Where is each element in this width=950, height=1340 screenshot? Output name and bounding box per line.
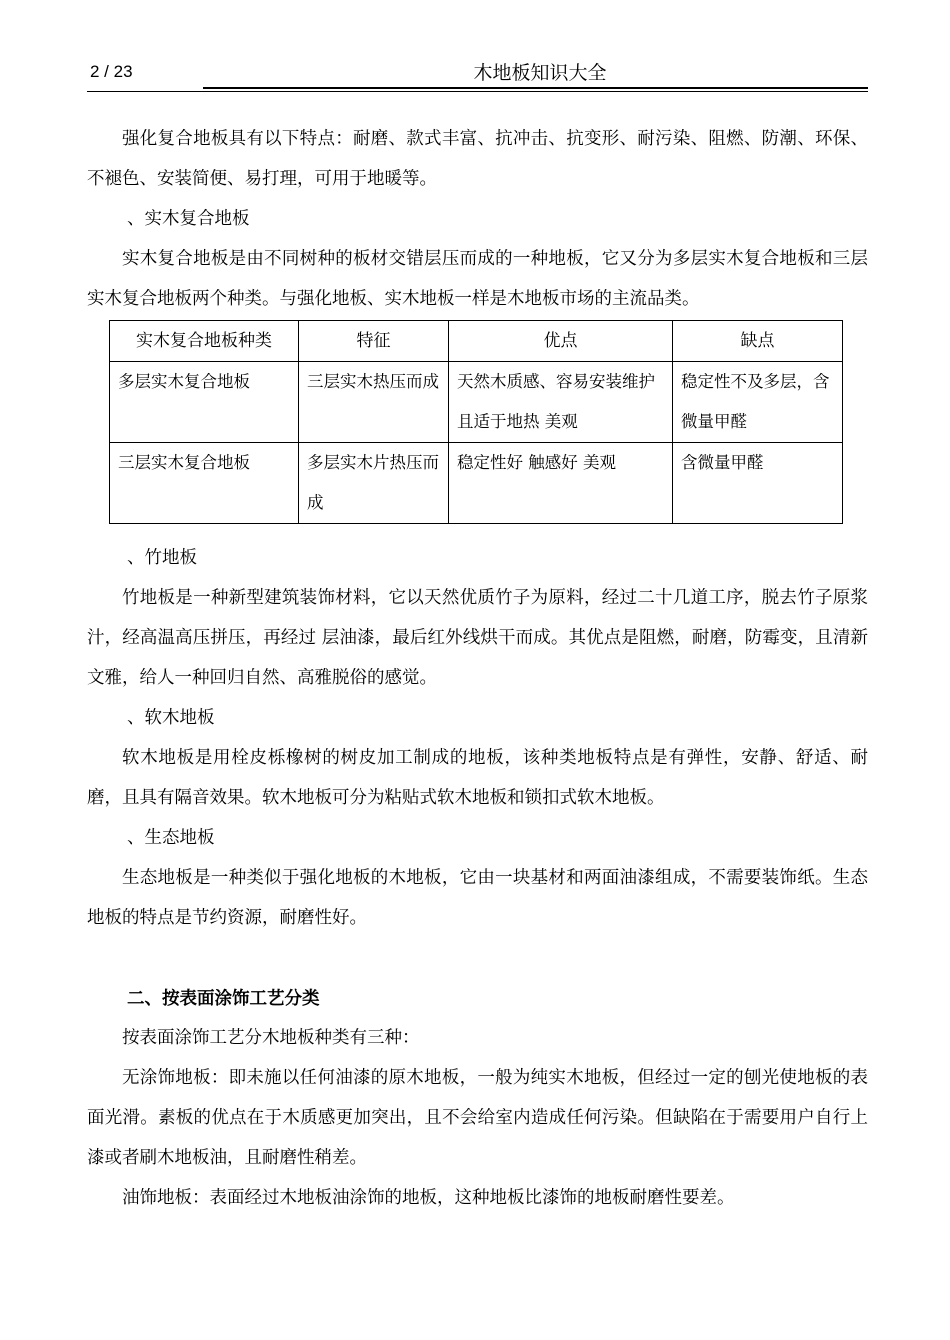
engineered-wood-table — [109, 320, 843, 524]
table-cell: 含微量甲醛 — [673, 443, 843, 524]
table-cell: 稳定性好 触感好 美观 — [449, 443, 673, 524]
section-heading-surface-finish: 二、按表面涂饰工艺分类 — [127, 988, 320, 1008]
page-content — [87, 119, 868, 1218]
table-row — [110, 362, 843, 443]
heading-engineered-wood: 、实木复合地板 — [127, 209, 250, 229]
table-header-cell: 特征 — [299, 321, 449, 362]
document-title: 木地板知识大全 — [473, 62, 607, 84]
heading-cork-flooring: 、软木地板 — [127, 708, 215, 728]
table-cell: 三层实木热压而成 — [299, 362, 449, 443]
paragraph-bamboo-flooring: 竹地板是一种新型建筑装饰材料，它以天然优质竹子为原料，经过二十几道工序，脱去竹子原浆汁，经高温高压拼压，再经过 层油漆，最后红外线烘干而成。其优点是阻燃，耐磨，防霉变，且清新文雅，给人一种回归自然、高雅脱俗的感觉。 — [87, 588, 868, 688]
paragraph-cork-flooring: 软木地板是用栓皮栎橡树的树皮加工制成的地板，该种类地板特点是有弹性，安静、舒适、耐磨，且具有隔音效果。软木地板可分为粘贴式软木地板和锁扣式软木地板。 — [87, 748, 868, 808]
paragraph-unfinished-flooring: 无涂饰地板：即未施以任何油漆的原木地板，一般为纯实木地板，但经过一定的刨光使地板的表面光滑。素板的优点在于木质感更加突出，且不会给室内造成任何污染。但缺陷在于需要用户自行上漆或者刷木地板油，且耐磨性稍差。 — [87, 1068, 868, 1168]
section-spacer — [87, 938, 868, 978]
table-row — [110, 443, 843, 524]
header-rule-thin — [87, 91, 868, 92]
table-header-cell: 缺点 — [673, 321, 843, 362]
paragraph-engineered-wood: 实木复合地板是由不同树种的板材交错层压而成的一种地板，它又分为多层实木复合地板和三层实木复合地板两个种类。与强化地板、实木地板一样是木地板市场的主流品类。 — [87, 249, 868, 309]
paragraph-surface-finish-intro: 按表面涂饰工艺分木地板种类有三种： — [122, 1028, 420, 1048]
paragraph-laminate-features: 强化复合地板具有以下特点：耐磨、款式丰富、抗冲击、抗变形、耐污染、阻燃、防潮、环保、不褪色、安装简便、易打理，可用于地暖等。 — [87, 129, 868, 189]
heading-eco-flooring: 、生态地板 — [127, 828, 215, 848]
table-cell: 多层实木复合地板 — [110, 362, 299, 443]
header-rule — [203, 87, 868, 89]
heading-bamboo-flooring: 、竹地板 — [127, 548, 197, 568]
table-cell: 多层实木片热压而成 — [299, 443, 449, 524]
table-cell: 稳定性不及多层，含微量甲醛 — [673, 362, 843, 443]
paragraph-oil-finished-flooring: 油饰地板：表面经过木地板油涂饰的地板，这种地板比漆饰的地板耐磨性要差。 — [122, 1188, 735, 1208]
paragraph-eco-flooring: 生态地板是一种类似于强化地板的木地板，它由一块基材和两面油漆组成，不需要装饰纸。生态地板的特点是节约资源，耐磨性好。 — [87, 868, 868, 928]
table-cell: 天然木质感、容易安装维护且适于地热 美观 — [449, 362, 673, 443]
table-header-row — [110, 321, 843, 362]
table-header-cell: 实木复合地板种类 — [110, 321, 299, 362]
page-number: 2 / 23 — [90, 62, 133, 81]
table-header-cell: 优点 — [449, 321, 673, 362]
table-cell: 三层实木复合地板 — [110, 443, 299, 524]
